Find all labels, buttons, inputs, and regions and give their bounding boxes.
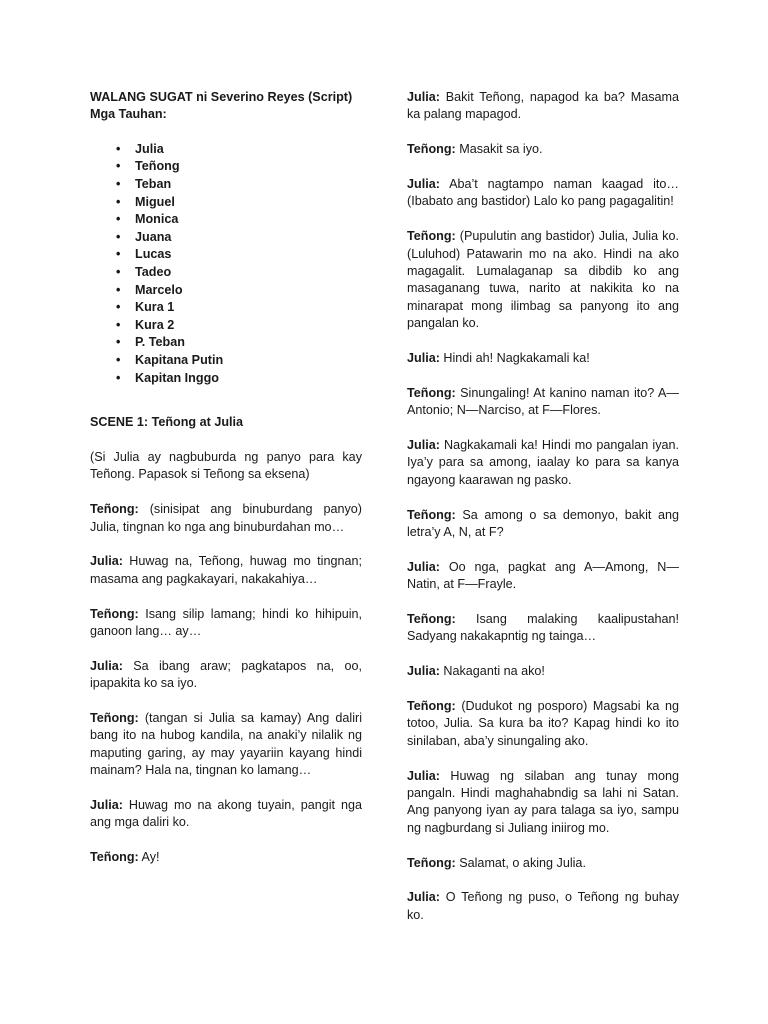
cast-item: • Teban [90,176,362,194]
dialogue-line [407,350,679,367]
cast-item: • Monica [90,211,362,229]
cast-item: • Tadeo [90,264,362,282]
cast-item: • Lucas [90,246,362,264]
document-title: WALANG SUGAT ni Severino Reyes (Script) [90,90,353,104]
dialogue-line [90,797,362,832]
speaker-name: Julia: [407,890,440,905]
left-dialogue [90,501,362,866]
dialogue-line [407,176,679,211]
dialogue-line [407,855,679,872]
dialogue-line [90,606,362,641]
speaker-name: Julia: [407,664,440,679]
speaker-name: Julia: [407,351,440,366]
dialogue-text: Salamat, o aking Julia. [455,855,586,870]
dialogue-text: Oo nga, pagkat ang A—Among, N—Natin, at F—Frayle. [407,559,679,592]
cast-item: • Juana [90,229,362,247]
dialogue-text: (tangan si Julia sa kamay) Ang daliri bang ito na hubog kandila, na anaki’y nilalik ng maputing garing, ay may yayariin kayang hindi mainam? Hala na, tingnan ko lamang… [90,710,362,778]
dialogue-line [407,698,679,750]
dialogue-line [407,768,679,838]
speaker-name: Teñong: [90,606,139,621]
stage-direction: (Si Julia ay nagbuburda ng panyo para kay Teñong. Papasok si Teñong sa eksena) [90,449,362,482]
cast-item: • Kura 1 [90,299,362,317]
cast-list [90,141,362,387]
speaker-name: Teñong: [407,229,456,244]
dialogue-text: Huwag na, Teñong, huwag mo tingnan; masama ang pagkakayari, nakakahiya… [90,554,362,586]
dialogue-line [90,553,362,588]
dialogue-line [407,889,679,924]
right-dialogue [407,89,679,924]
dialogue-text: (Pupulutin ang bastidor) Julia, Julia ko. (Luluhod) Patawarin mo na ako. Hindi na ako magagalit. Lumalaganap sa dibdib ko ang masaganang tuwa, narito at nakikita ko na minarapat mong ilimbag sa panyong ito ang pangalan ko. [407,229,679,331]
dialogue-line [90,658,362,693]
cast-item: • P. Teban [90,334,362,352]
dialogue-text: Aba’t nagtampo naman kaagad ito…(Ibabato ang bastidor) Lalo ko pang pagagalitin! [407,177,679,209]
speaker-name: Julia: [90,797,123,812]
speaker-name: Julia: [407,177,440,191]
dialogue-text: Bakit Teñong, napagod ka ba? Masama ka palang mapagod. [407,90,679,122]
dialogue-line [407,507,679,542]
speaker-name: Teñong: [407,507,456,522]
cast-item: • Julia [90,141,362,159]
speaker-name: Teñong: [407,699,456,714]
cast-item: • Marcelo [90,282,362,300]
dialogue-text: Sa ibang araw; pagkatapos na, oo, ipapakita ko sa iyo. [90,658,362,691]
speaker-name: Teñong: [90,850,139,865]
scene-heading: SCENE 1: Teñong at Julia [90,415,244,430]
dialogue-line [407,141,679,158]
dialogue-line [90,849,362,866]
left-column [90,89,362,867]
speaker-name: Teñong: [407,142,456,157]
dialogue-text: Nakaganti na ako! [439,664,545,679]
dialogue-line [407,89,679,124]
speaker-name: Julia: [407,559,440,574]
dialogue-text: Nagkakamali ka! Hindi mo pangalan iyan. Iya’y para sa among, iaalay ko para sa kanya ngayong kaarawan ng pasko. [407,438,679,487]
dialogue-text: Huwag mo na akong tuyain, pangit nga ang mga daliri ko. [90,797,362,830]
dialogue-line [407,437,679,489]
dialogue-text: Isang malaking kaalipustahan! Sadyang nakakapntig ng tainga… [407,612,679,644]
dialogue-text: (Dudukot ng posporo) Magsabi ka ng totoo, Julia. Sa kura ba ito? Kapag hindi ko ito sinilaban, aba’y sinungaling ako. [407,699,679,748]
speaker-name: Teñong: [407,385,456,400]
right-column [407,89,679,924]
speaker-name: Teñong: [90,710,139,725]
dialogue-line [407,385,679,420]
dialogue-text: Huwag ng silaban ang tunay mong pangaln. Hindi maghahabndig sa lahi ni Satan. Ang panyong iyan ay para talaga sa iyo, sampu ng nagburdang si Juliang iniirog mo. [407,768,679,835]
dialogue-text: (sinisipat ang binuburdang panyo) Julia, tingnan ko nga ang binuburdahan mo… [90,502,362,534]
dialogue-line [407,228,679,332]
cast-item: • Miguel [90,194,362,212]
dialogue-text: Hindi ah! Nagkakamali ka! [439,351,590,366]
dialogue-line [407,559,679,594]
cast-item: • Teñong [90,158,362,176]
speaker-name: Julia: [407,438,440,453]
dialogue-line [407,611,679,646]
speaker-name: Julia: [90,658,123,673]
speaker-name: Julia: [90,554,123,569]
dialogue-line [407,663,679,680]
dialogue-line [90,710,362,780]
dialogue-text: Isang silip lamang; hindi ko hihipuin, ganoon lang… ay… [90,606,362,638]
dialogue-text: O Teñong ng puso, o Teñong ng buhay ko. [407,890,679,922]
speaker-name: Julia: [407,90,440,104]
dialogue-text: Sa among o sa demonyo, bakit ang letra’y A, N, at F? [407,507,679,540]
speaker-name: Teñong: [407,855,456,870]
cast-heading: Mga Tauhan: [90,107,167,122]
speaker-name: Teñong: [90,502,139,517]
cast-item: • Kapitana Putin [90,352,362,370]
dialogue-text: Sinungaling! At kanino naman ito? A—Antonio; N—Narciso, at F—Flores. [407,385,679,418]
cast-item: • Kapitan Inggo [90,370,362,388]
cast-item: • Kura 2 [90,317,362,335]
speaker-name: Teñong: [407,612,456,627]
dialogue-text: Ay! [138,850,160,865]
dialogue-line [90,501,362,536]
dialogue-text: Masakit sa iyo. [455,142,543,157]
speaker-name: Julia: [407,768,440,783]
